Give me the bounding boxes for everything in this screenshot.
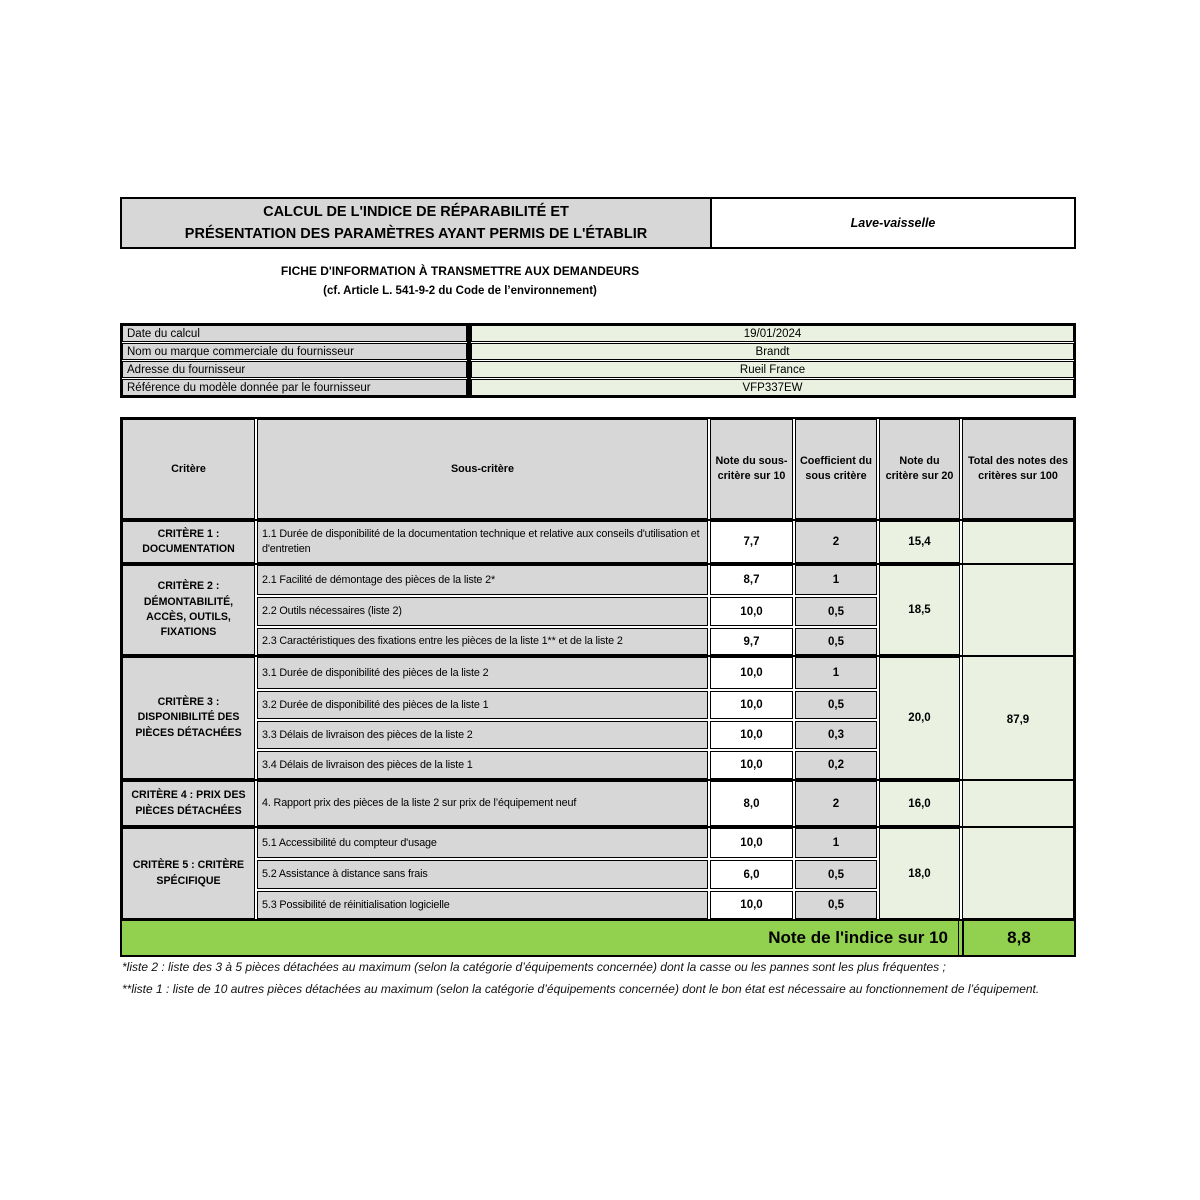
info-label-date: Date du calcul (122, 325, 467, 342)
criteria-table (120, 417, 1076, 957)
subcriterion-3-3-note: 10,0 (710, 721, 793, 749)
info-label-reference: Référence du modèle donnée par le fournisseur (122, 379, 467, 396)
subcriterion-2-2-coef: 0,5 (795, 597, 877, 626)
criterion-2-label: CRITÈRE 2 : DÉMONTABILITÉ, ACCÈS, OUTILS, FIXATIONS (122, 565, 255, 655)
subcriterion-1-1-coef: 2 (795, 521, 877, 563)
subcriterion-5-3-coef: 0,5 (795, 891, 877, 919)
info-value-reference: VFP337EW (471, 379, 1074, 396)
separator-header-body (122, 519, 1074, 521)
subtitle-line2: (cf. Article L. 541-9-2 du Code de l’environnement) (323, 285, 597, 297)
subcriterion-5-1-note: 10,0 (710, 828, 793, 858)
subcriterion-5-3-label: 5.3 Possibilité de réinitialisation logicielle (257, 891, 708, 919)
footnote-liste2: *liste 2 : liste des 3 à 5 pièces détachées au maximum (selon la catégorie d’équipements concernée) dont la casse ou les pannes sont les plus fréquentes ; (122, 960, 946, 974)
subcriterion-3-2-note: 10,0 (710, 691, 793, 719)
subcriterion-5-1-label: 5.1 Accessibilité du compteur d'usage (257, 828, 708, 858)
separator-group1-group2 (122, 563, 1074, 565)
info-label-address: Adresse du fournisseur (122, 361, 467, 378)
subcriterion-2-1-label: 2.1 Facilité de démontage des pièces de la liste 2* (257, 565, 708, 595)
subcriterion-3-1-note: 10,0 (710, 657, 793, 689)
subcriterion-2-1-note: 8,7 (710, 565, 793, 595)
subcriterion-3-4-coef: 0,2 (795, 751, 877, 779)
subcriterion-5-2-label: 5.2 Assistance à distance sans frais (257, 860, 708, 889)
info-value-brand: Brandt (471, 343, 1074, 360)
subcriterion-3-3-coef: 0,3 (795, 721, 877, 749)
document-title (122, 199, 712, 247)
subcriterion-5-3-note: 10,0 (710, 891, 793, 919)
separator-group4-group5 (122, 826, 1074, 828)
subcriterion-5-2-note: 6,0 (710, 860, 793, 889)
final-index-row (122, 921, 1074, 955)
total-score-100: 87,9 (962, 521, 1074, 919)
subcriterion-2-3-label: 2.3 Caractéristiques des fixations entre les pièces de la liste 1** et de la liste 2 (257, 628, 708, 655)
subcriterion-3-3-label: 3.3 Délais de livraison des pièces de la liste 2 (257, 721, 708, 749)
subcriterion-3-2-coef: 0,5 (795, 691, 877, 719)
criterion-3-label: CRITÈRE 3 : DISPONIBILITÉ DES PIÈCES DÉTACHÉES (122, 657, 255, 779)
col-header-coefficient: Coefficient du sous critère (795, 419, 877, 519)
subcriterion-4-note: 8,0 (710, 781, 793, 826)
subcriterion-3-4-label: 3.4 Délais de livraison des pièces de la liste 1 (257, 751, 708, 779)
info-label-brand: Nom ou marque commerciale du fournisseur (122, 343, 467, 360)
criterion-5-score20: 18,0 (879, 828, 960, 919)
subcriterion-2-2-label: 2.2 Outils nécessaires (liste 2) (257, 597, 708, 626)
title-block (120, 197, 1076, 249)
subcriterion-2-2-note: 10,0 (710, 597, 793, 626)
separator-body-final (122, 919, 1074, 921)
subcriterion-3-1-label: 3.1 Durée de disponibilité des pièces de la liste 2 (257, 657, 708, 689)
col-header-note-sur-20: Note du critère sur 20 (879, 419, 960, 519)
subcriterion-3-2-label: 3.2 Durée de disponibilité des pièces de la liste 1 (257, 691, 708, 719)
document-title-line2: PRÉSENTATION DES PARAMÈTRES AYANT PERMIS DE L'ÉTABLIR (184, 226, 648, 242)
criterion-3-score20: 20,0 (879, 657, 960, 779)
separator-group2-group3 (122, 655, 1074, 657)
info-value-date: 19/01/2024 (471, 325, 1074, 342)
info-value-address: Rueil France (471, 361, 1074, 378)
criterion-1-score20: 15,4 (879, 521, 960, 563)
footnotes (122, 958, 1070, 1001)
subcriterion-3-4-note: 10,0 (710, 751, 793, 779)
final-index-label: Note de l'indice sur 10 (122, 921, 959, 955)
criterion-1-label: CRITÈRE 1 : DOCUMENTATION (122, 521, 255, 563)
final-index-value: 8,8 (962, 921, 1074, 955)
product-category: Lave-vaisselle (712, 199, 1074, 247)
document-title-line1: CALCUL DE L'INDICE DE RÉPARABILITÉ ET (263, 203, 569, 220)
subcriterion-3-1-coef: 1 (795, 657, 877, 689)
subcriterion-2-3-note: 9,7 (710, 628, 793, 655)
criterion-4-label: CRITÈRE 4 : PRIX DES PIÈCES DÉTACHÉES (122, 781, 255, 826)
subcriterion-1-1-note: 7,7 (710, 521, 793, 563)
col-header-total-sur-100: Total des notes des critères sur 100 (962, 419, 1074, 519)
subcriterion-5-2-coef: 0,5 (795, 860, 877, 889)
supplier-info-table (120, 323, 1076, 398)
col-header-sous-critere: Sous-critère (257, 419, 708, 519)
col-header-note-sur-10: Note du sous-critère sur 10 (710, 419, 793, 519)
subcriterion-1-1-label: 1.1 Durée de disponibilité de la documentation technique et relative aux conseils d'utilisation et d'entretien (257, 521, 708, 563)
separator-group3-group4 (122, 779, 1074, 781)
subtitle-block (120, 264, 800, 297)
subtitle-line1: FICHE D'INFORMATION À TRANSMETTRE AUX DEMANDEURS (280, 264, 640, 278)
criteria-grid (122, 419, 1074, 955)
criterion-5-label: CRITÈRE 5 : CRITÈRE SPÉCIFIQUE (122, 828, 255, 919)
criterion-4-score20: 16,0 (879, 781, 960, 826)
footnote-liste1: **liste 1 : liste de 10 autres pièces détachées au maximum (selon la catégorie d’équipements concernée) dont le bon état est nécessaire au fonctionnement de l’équipement. (122, 981, 1040, 996)
subcriterion-2-3-coef: 0,5 (795, 628, 877, 655)
col-header-critere: Critère (122, 419, 255, 519)
criterion-2-score20: 18,5 (879, 565, 960, 655)
subcriterion-4-label: 4. Rapport prix des pièces de la liste 2 sur prix de l’équipement neuf (257, 781, 708, 826)
subcriterion-2-1-coef: 1 (795, 565, 877, 595)
subcriterion-4-coef: 2 (795, 781, 877, 826)
subcriterion-5-1-coef: 1 (795, 828, 877, 858)
